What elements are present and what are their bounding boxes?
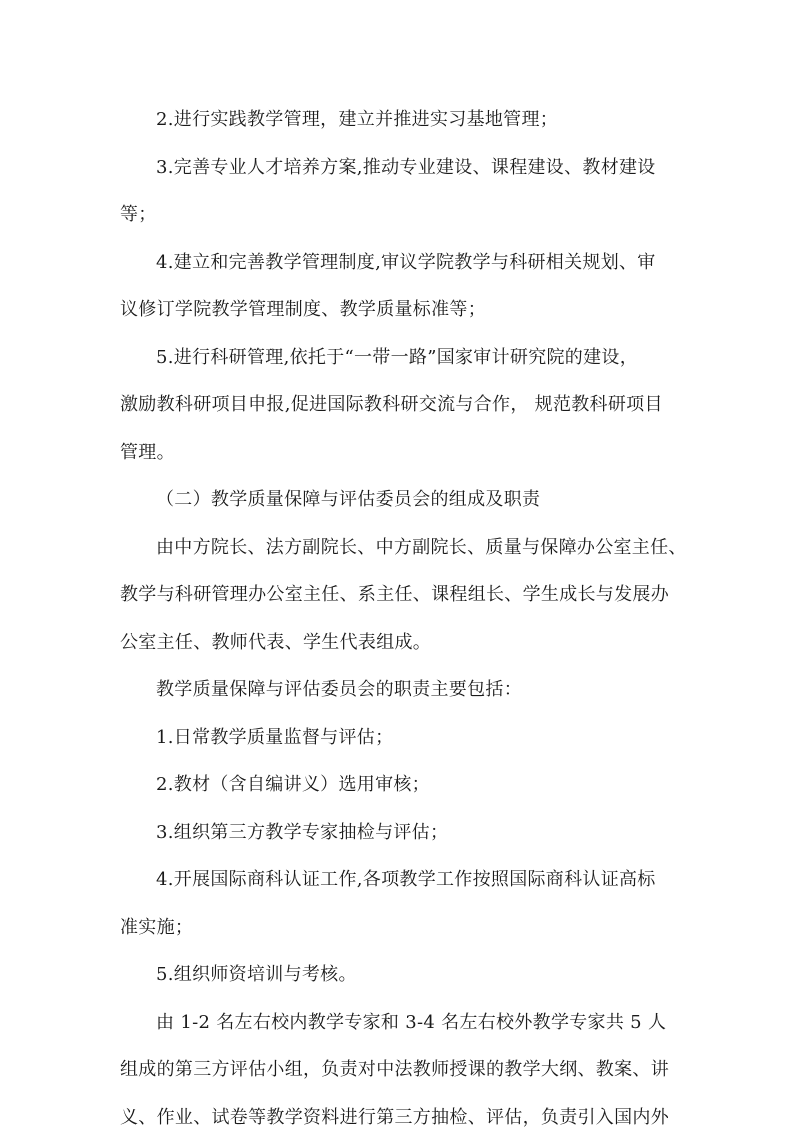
text-line: 由 1-2 名左右校内教学专家和 3-4 名左右校外教学专家共 5 人 — [120, 999, 690, 1047]
list-item: 3.组织第三方教学专家抽检与评估； — [120, 809, 690, 857]
text-line: 组成的第三方评估小组，负责对中法教师授课的教学大纲、教案、讲 — [120, 1046, 690, 1094]
text-line: 3.完善专业人才培养方案,推动专业建设、课程建设、教材建设 — [120, 144, 690, 192]
section-heading: （二）教学质量保障与评估委员会的组成及职责 — [120, 476, 690, 524]
text-line: 管理。 — [120, 429, 690, 477]
text-line: 教学与科研管理办公室主任、系主任、课程组长、学生成长与发展办 — [120, 571, 690, 619]
text-line: 教学质量保障与评估委员会的职责主要包括： — [120, 666, 690, 714]
text-line: 由中方院长、法方副院长、中方副院长、质量与保障办公室主任、 — [120, 524, 690, 572]
list-item: 4.开展国际商科认证工作,各项教学工作按照国际商科认证高标 — [120, 856, 690, 904]
list-item: 1.日常教学质量监督与评估； — [120, 714, 690, 762]
text-line: 4.建立和完善教学管理制度,审议学院教学与科研相关规划、审 — [120, 239, 690, 287]
text-line: 义、作业、试卷等教学资料进行第三方抽检、评估，负责引入国内外 — [120, 1094, 690, 1141]
text-line: 5.进行科研管理,依托于“一带一路”国家审计研究院的建设， — [120, 334, 690, 382]
text-line: 公室主任、教师代表、学生代表组成。 — [120, 619, 690, 667]
text-line: 2.进行实践教学管理，建立并推进实习基地管理； — [120, 96, 690, 144]
list-item: 5.组织师资培训与考核。 — [120, 951, 690, 999]
text-line: 激励教科研项目申报,促进国际教科研交流与合作， 规范教科研项目 — [120, 381, 690, 429]
document-body — [120, 96, 690, 1141]
text-line: 议修订学院教学管理制度、教学质量标准等； — [120, 286, 690, 334]
text-line: 等； — [120, 191, 690, 239]
text-line: 准实施； — [120, 904, 690, 952]
list-item: 2.教材（含自编讲义）选用审核； — [120, 761, 690, 809]
